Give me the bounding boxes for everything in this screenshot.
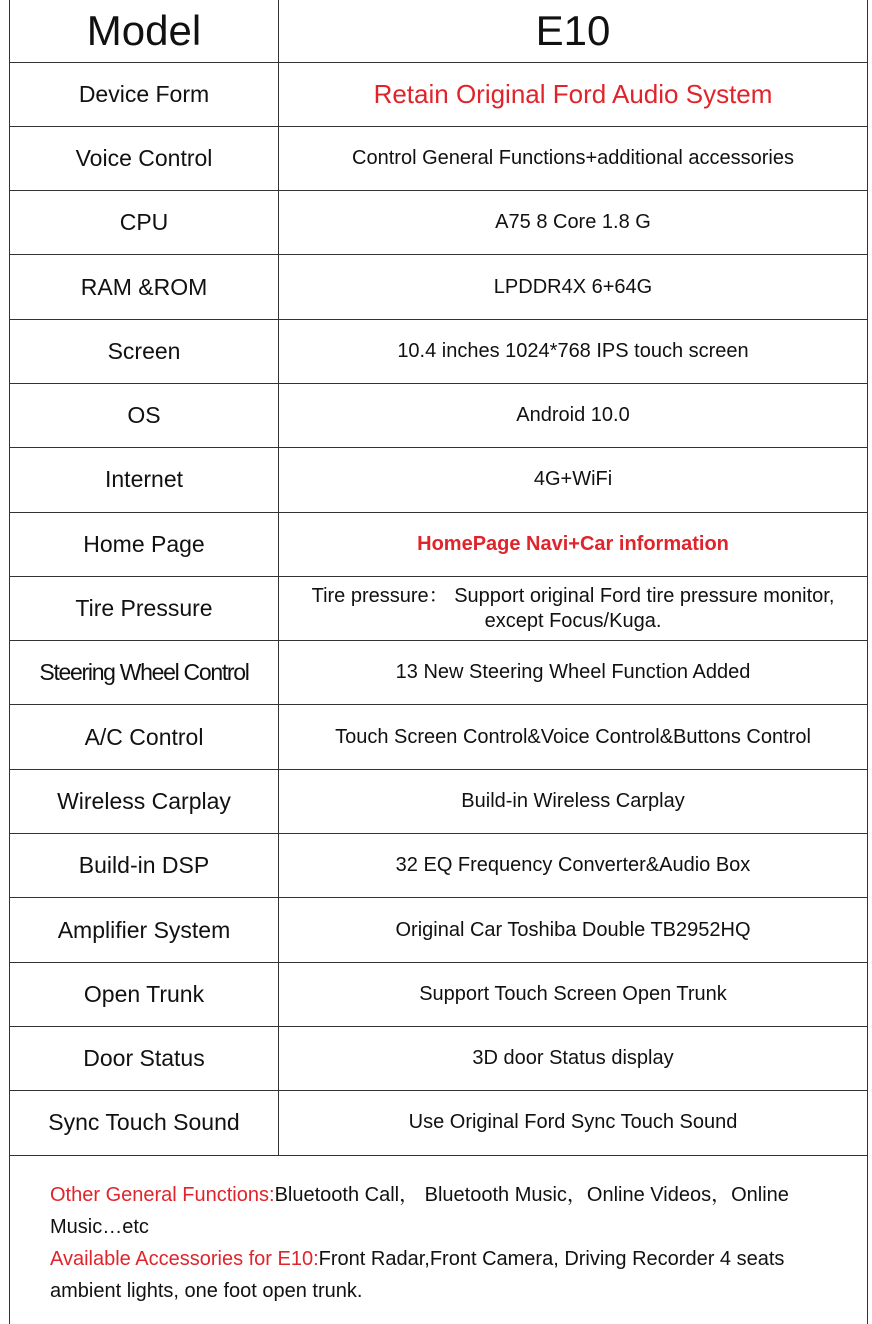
model-header-value: E10 xyxy=(279,0,868,62)
table-row xyxy=(10,769,868,833)
model-header-label: Model xyxy=(10,0,279,62)
accessories-text: Front Radar,Front Camera, Driving Recorder 4 seats ambient lights, one foot open trunk. xyxy=(50,1248,785,1302)
row-value-os: Android 10.0 xyxy=(279,383,868,447)
table-row xyxy=(10,898,868,962)
table-row xyxy=(10,1091,868,1155)
row-label-open-trunk: Open Trunk xyxy=(10,962,279,1026)
notes-section xyxy=(50,1179,850,1307)
row-value-open-trunk: Support Touch Screen Open Trunk xyxy=(279,962,868,1026)
table-row xyxy=(10,191,868,255)
table-row xyxy=(10,962,868,1026)
table-row xyxy=(10,62,868,126)
row-value-cpu: A75 8 Core 1.8 G xyxy=(279,191,868,255)
accessories-note xyxy=(50,1243,850,1307)
other-functions-text: Bluetooth Call， Bluetooth Music，Online Videos，Online Music…etc xyxy=(50,1184,789,1238)
table-row xyxy=(10,641,868,705)
other-functions-note xyxy=(50,1179,850,1243)
table-row xyxy=(10,1026,868,1090)
row-label-sync-touch-sound: Sync Touch Sound xyxy=(10,1091,279,1155)
row-value-door-status: 3D door Status display xyxy=(279,1026,868,1090)
row-value-sync-touch-sound: Use Original Ford Sync Touch Sound xyxy=(279,1091,868,1155)
row-value-amplifier-system: Original Car Toshiba Double TB2952HQ xyxy=(279,898,868,962)
table-row xyxy=(10,126,868,190)
row-value-build-in-dsp: 32 EQ Frequency Converter&Audio Box xyxy=(279,834,868,898)
accessories-label: Available Accessories for E10: xyxy=(50,1248,319,1270)
row-value-internet: 4G+WiFi xyxy=(279,448,868,512)
row-value-ram-rom: LPDDR4X 6+64G xyxy=(279,255,868,319)
row-value-home-page: HomePage Navi+Car information xyxy=(279,512,868,576)
table-row xyxy=(10,705,868,769)
table-header-row xyxy=(10,0,868,62)
row-label-tire-pressure: Tire Pressure xyxy=(10,576,279,640)
table-row xyxy=(10,255,868,319)
row-label-door-status: Door Status xyxy=(10,1026,279,1090)
other-functions-label: Other General Functions: xyxy=(50,1184,275,1206)
row-label-home-page: Home Page xyxy=(10,512,279,576)
spec-table xyxy=(9,0,868,1156)
table-row xyxy=(10,319,868,383)
row-label-wireless-carplay: Wireless Carplay xyxy=(10,769,279,833)
row-value-voice-control: Control General Functions+additional accessories xyxy=(279,126,868,190)
row-label-cpu: CPU xyxy=(10,191,279,255)
table-row xyxy=(10,512,868,576)
row-label-internet: Internet xyxy=(10,448,279,512)
row-label-voice-control: Voice Control xyxy=(10,126,279,190)
table-row xyxy=(10,834,868,898)
row-value-wireless-carplay: Build-in Wireless Carplay xyxy=(279,769,868,833)
row-label-screen: Screen xyxy=(10,319,279,383)
row-label-ram-rom: RAM &ROM xyxy=(10,255,279,319)
row-value-device-form: Retain Original Ford Audio System xyxy=(279,62,868,126)
table-row xyxy=(10,448,868,512)
table-row xyxy=(10,576,868,640)
row-label-build-in-dsp: Build-in DSP xyxy=(10,834,279,898)
table-row xyxy=(10,383,868,447)
row-label-ac-control: A/C Control xyxy=(10,705,279,769)
row-value-tire-pressure: Tire pressure： Support original Ford tire pressure monitor, except Focus/Kuga. xyxy=(279,576,868,640)
row-label-amplifier-system: Amplifier System xyxy=(10,898,279,962)
row-value-screen: 10.4 inches 1024*768 IPS touch screen xyxy=(279,319,868,383)
row-value-ac-control: Touch Screen Control&Voice Control&Buttons Control xyxy=(279,705,868,769)
row-label-os: OS xyxy=(10,383,279,447)
row-label-steering-wheel-control: Steering Wheel Control xyxy=(10,641,279,705)
row-label-device-form: Device Form xyxy=(10,62,279,126)
row-value-steering-wheel-control: 13 New Steering Wheel Function Added xyxy=(279,641,868,705)
